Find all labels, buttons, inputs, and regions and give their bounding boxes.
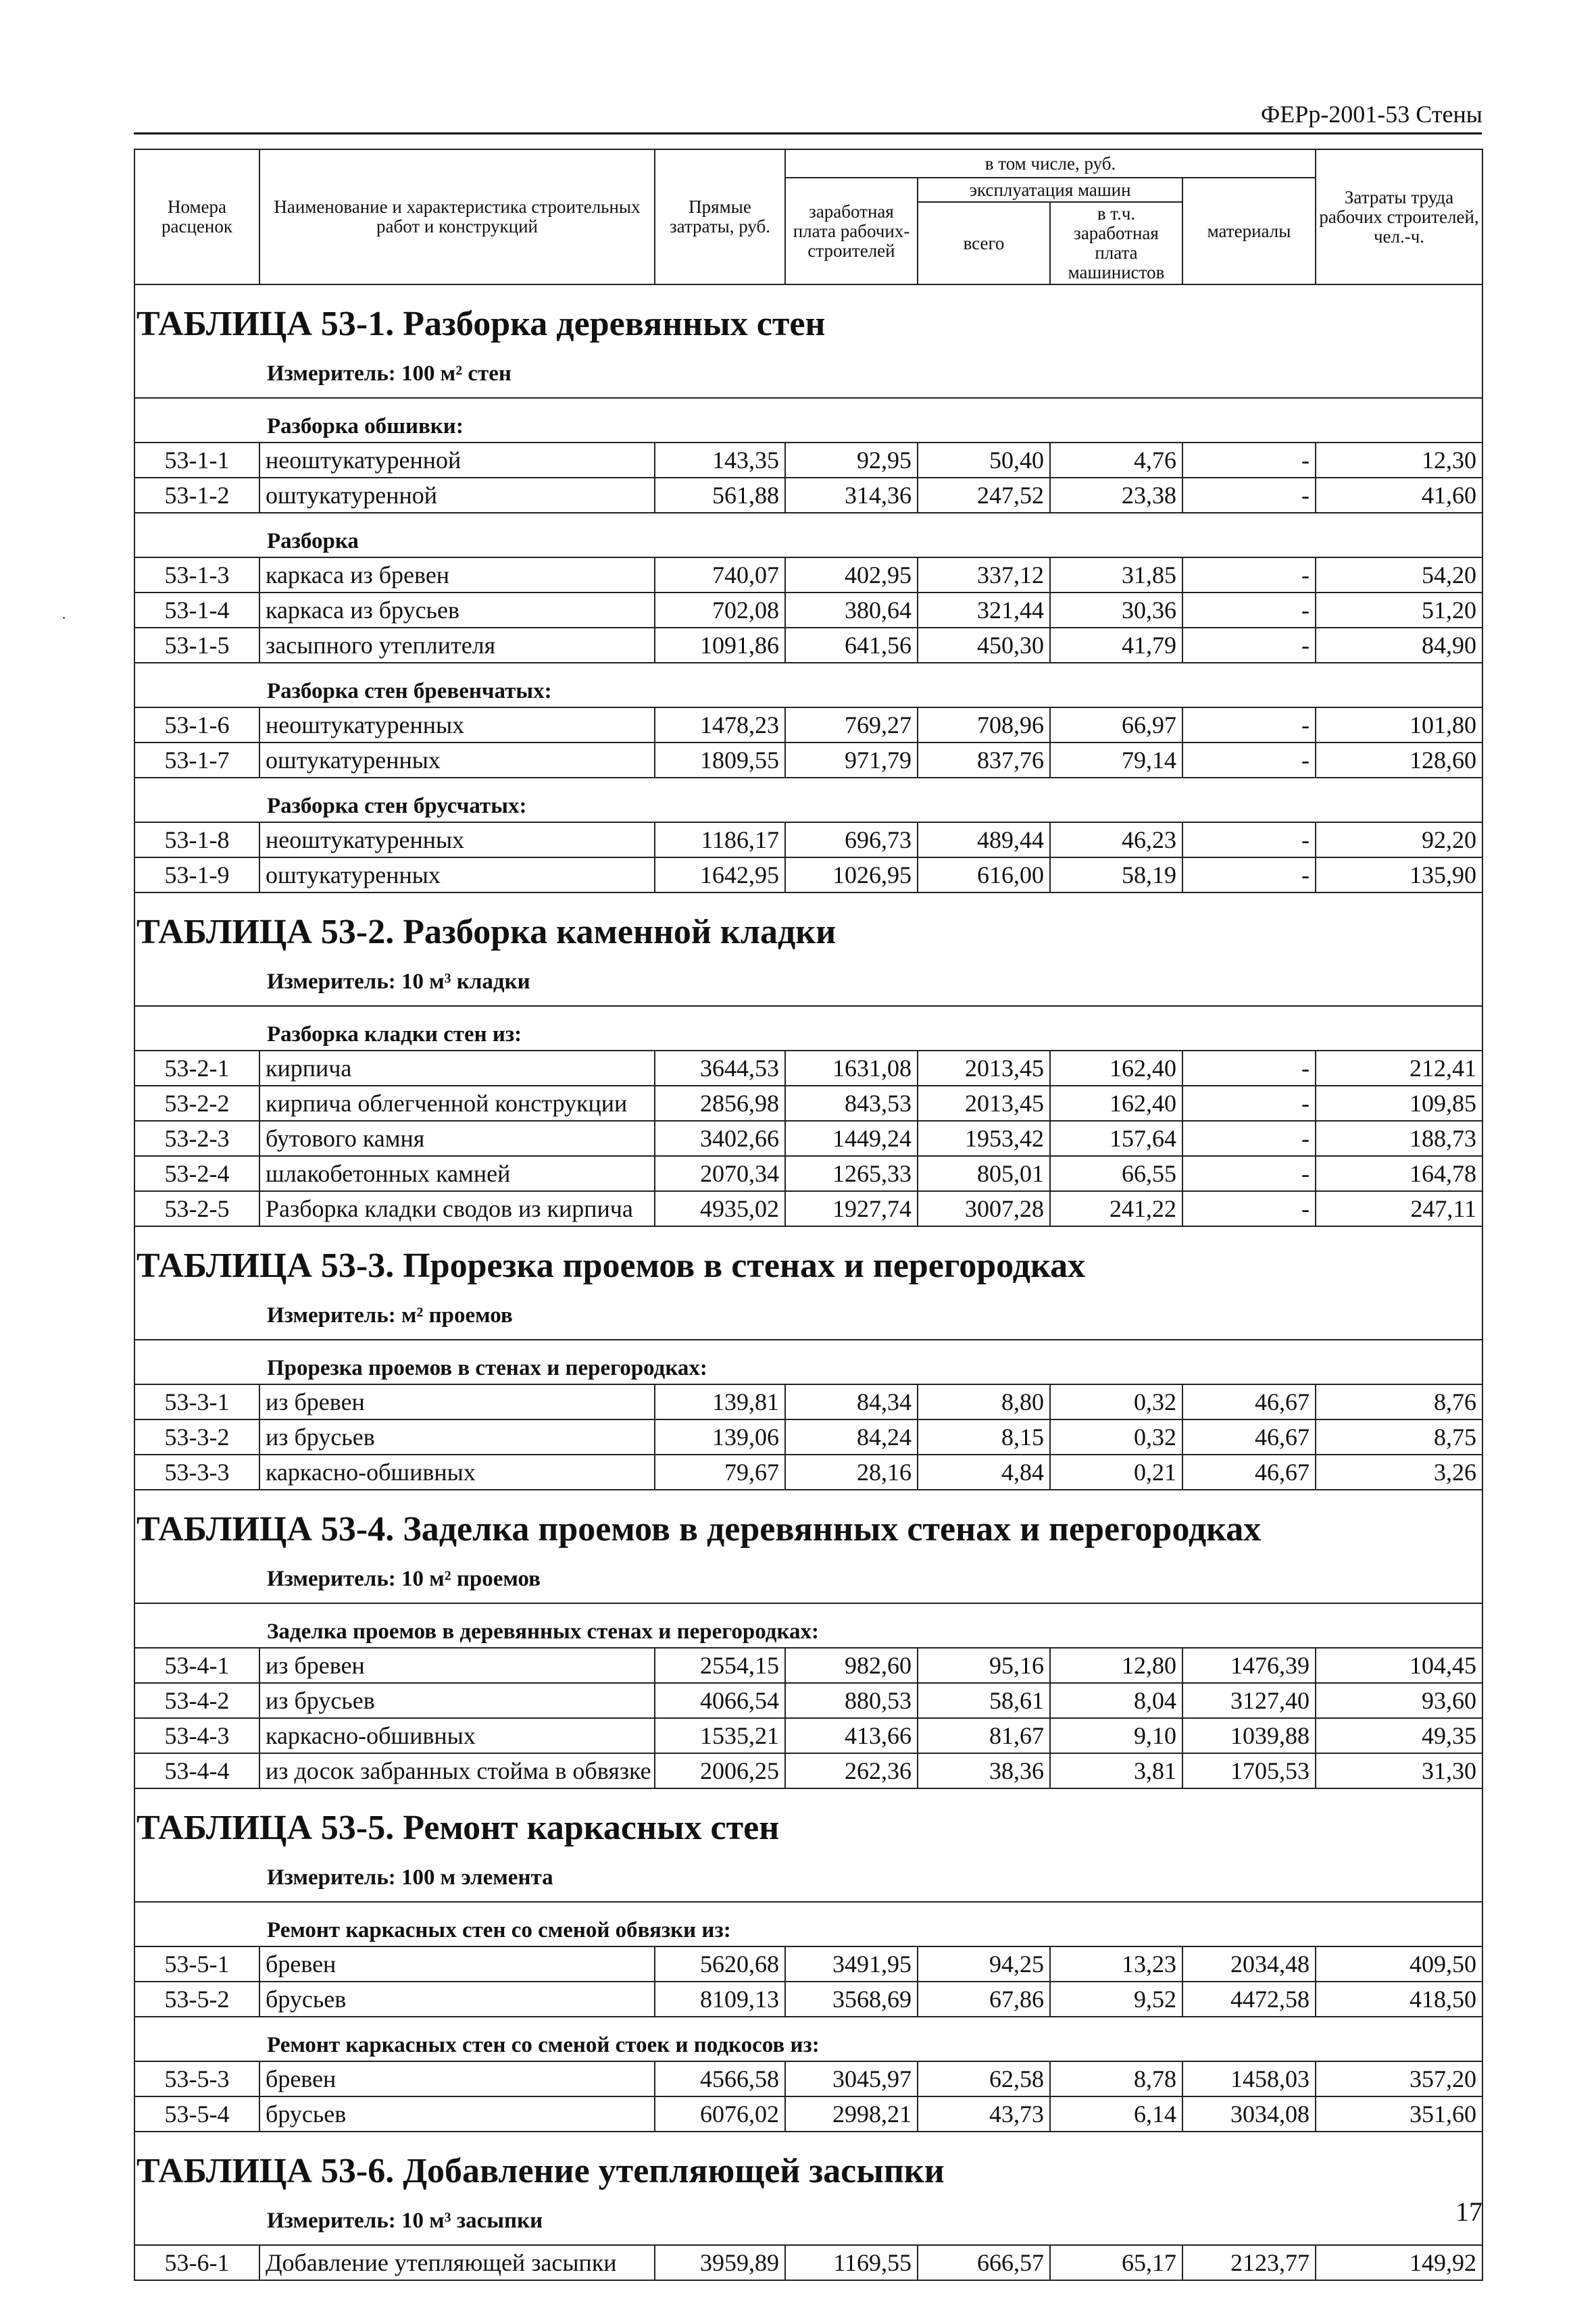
labor-hours: 8,75 <box>1316 1419 1482 1455</box>
rate-code: 53-2-2 <box>134 1086 259 1121</box>
measure-unit: Измеритель: 10 м³ засыпки <box>134 2198 1482 2245</box>
labor-hours: 357,20 <box>1316 2061 1482 2096</box>
table-row <box>134 593 1482 628</box>
machines-total: 337,12 <box>918 557 1050 593</box>
machines-total: 4,84 <box>918 1455 1050 1490</box>
machines-total: 708,96 <box>918 707 1050 743</box>
materials: - <box>1182 822 1316 857</box>
col-name: Наименование и характеристика строительных работ и конструкций <box>259 149 655 284</box>
machinist-wages: 0,32 <box>1050 1384 1182 1419</box>
table-row <box>134 743 1482 778</box>
work-name: бутового камня <box>259 1121 655 1156</box>
group-label: Разборка стен бревенчатых: <box>134 663 1482 707</box>
direct-costs: 1186,17 <box>655 822 785 857</box>
direct-costs: 1535,21 <box>655 1718 785 1753</box>
work-name: неоштукатуренной <box>259 443 655 478</box>
group-label: Заделка проемов в деревянных стенах и перегородках: <box>134 1603 1482 1648</box>
materials: 4472,58 <box>1182 1982 1316 2017</box>
machinist-wages: 241,22 <box>1050 1191 1182 1226</box>
direct-costs: 2856,98 <box>655 1086 785 1121</box>
direct-costs: 4935,02 <box>655 1191 785 1226</box>
rate-code: 53-1-6 <box>134 707 259 743</box>
work-name: оштукатуренных <box>259 857 655 892</box>
machines-total: 50,40 <box>918 443 1050 478</box>
direct-costs: 3644,53 <box>655 1051 785 1086</box>
table-row <box>134 1718 1482 1753</box>
table-row <box>134 1648 1482 1683</box>
direct-costs: 1809,55 <box>655 743 785 778</box>
direct-costs: 1642,95 <box>655 857 785 892</box>
work-name: бревен <box>259 2061 655 2096</box>
machines-total: 805,01 <box>918 1156 1050 1191</box>
machinist-wages: 8,78 <box>1050 2061 1182 2096</box>
labor-hours: 93,60 <box>1316 1683 1482 1718</box>
table-row <box>134 1753 1482 1788</box>
wages: 769,27 <box>785 707 918 743</box>
rate-code: 53-5-4 <box>134 2096 259 2132</box>
col-materials: материалы <box>1182 178 1316 284</box>
rate-code: 53-1-3 <box>134 557 259 593</box>
rate-code: 53-5-2 <box>134 1982 259 2017</box>
group-label: Разборка обшивки: <box>134 398 1482 443</box>
work-name: брусьев <box>259 2096 655 2132</box>
measure-unit: Измеритель: м² проемов <box>134 1292 1482 1340</box>
direct-costs: 1478,23 <box>655 707 785 743</box>
machines-total: 95,16 <box>918 1648 1050 1683</box>
work-name: каркаса из бревен <box>259 557 655 593</box>
work-name: засыпного утеплителя <box>259 628 655 663</box>
rate-code: 53-5-3 <box>134 2061 259 2096</box>
labor-hours: 104,45 <box>1316 1648 1482 1683</box>
materials: 1705,53 <box>1182 1753 1316 1788</box>
materials: - <box>1182 1191 1316 1226</box>
group-label: Разборка кладки стен из: <box>134 1006 1482 1051</box>
rate-code: 53-4-1 <box>134 1648 259 1683</box>
rate-code: 53-1-4 <box>134 593 259 628</box>
measure-unit: Измеритель: 10 м² проемов <box>134 1556 1482 1603</box>
wages: 2998,21 <box>785 2096 918 2132</box>
materials: - <box>1182 628 1316 663</box>
work-name: Добавление утепляющей засыпки <box>259 2245 655 2280</box>
direct-costs: 139,06 <box>655 1419 785 1455</box>
labor-hours: 212,41 <box>1316 1051 1482 1086</box>
labor-hours: 54,20 <box>1316 557 1482 593</box>
machines-total: 94,25 <box>918 1946 1050 1982</box>
machines-total: 321,44 <box>918 593 1050 628</box>
table-row <box>134 822 1482 857</box>
direct-costs: 2070,34 <box>655 1156 785 1191</box>
work-name: из брусьев <box>259 1419 655 1455</box>
wages: 380,64 <box>785 593 918 628</box>
labor-hours: 12,30 <box>1316 443 1482 478</box>
table-title: ТАБЛИЦА 53-6. Добавление утепляющей засыпки <box>134 2132 1482 2198</box>
rate-code: 53-3-1 <box>134 1384 259 1419</box>
rate-code: 53-2-3 <box>134 1121 259 1156</box>
materials: 1458,03 <box>1182 2061 1316 2096</box>
work-name: кирпича <box>259 1051 655 1086</box>
rate-code: 53-4-2 <box>134 1683 259 1718</box>
direct-costs: 5620,68 <box>655 1946 785 1982</box>
wages: 696,73 <box>785 822 918 857</box>
table-title: ТАБЛИЦА 53-4. Заделка проемов в деревянных стенах и перегородках <box>134 1490 1482 1556</box>
labor-hours: 92,20 <box>1316 822 1482 857</box>
table-row <box>134 1121 1482 1156</box>
direct-costs: 740,07 <box>655 557 785 593</box>
table-row <box>134 2096 1482 2132</box>
rate-code: 53-1-2 <box>134 478 259 513</box>
col-direct: Прямые затраты, руб. <box>655 149 785 284</box>
wages: 3045,97 <box>785 2061 918 2096</box>
table-head <box>134 149 1482 284</box>
table-body <box>134 284 1482 2280</box>
table-row <box>134 1156 1482 1191</box>
direct-costs: 79,67 <box>655 1455 785 1490</box>
machinist-wages: 12,80 <box>1050 1648 1182 1683</box>
direct-costs: 1091,86 <box>655 628 785 663</box>
measure-unit: Измеритель: 10 м³ кладки <box>134 959 1482 1006</box>
materials: 46,67 <box>1182 1384 1316 1419</box>
table-row <box>134 443 1482 478</box>
table-row <box>134 1086 1482 1121</box>
machines-total: 8,80 <box>918 1384 1050 1419</box>
work-name: кирпича облегченной конструкции <box>259 1086 655 1121</box>
col-machines: эксплуатация машин <box>918 178 1182 202</box>
machines-total: 837,76 <box>918 743 1050 778</box>
machinist-wages: 0,21 <box>1050 1455 1182 1490</box>
table-title: ТАБЛИЦА 53-5. Ремонт каркасных стен <box>134 1788 1482 1855</box>
machines-total: 8,15 <box>918 1419 1050 1455</box>
labor-hours: 109,85 <box>1316 1086 1482 1121</box>
machines-total: 62,58 <box>918 2061 1050 2096</box>
materials: - <box>1182 443 1316 478</box>
materials: - <box>1182 707 1316 743</box>
col-labor: Затраты труда рабочих строителей, чел.-ч. <box>1316 149 1482 284</box>
work-name: оштукатуренной <box>259 478 655 513</box>
labor-hours: 135,90 <box>1316 857 1482 892</box>
wages: 1026,95 <box>785 857 918 892</box>
machines-total: 81,67 <box>918 1718 1050 1753</box>
machinist-wages: 30,36 <box>1050 593 1182 628</box>
materials: 46,67 <box>1182 1419 1316 1455</box>
col-wages: заработная плата рабочих-строителей <box>785 178 918 284</box>
col-mach-wages: в т.ч. заработная плата машинистов <box>1050 202 1182 284</box>
work-name: неоштукатуренных <box>259 822 655 857</box>
table-row <box>134 1946 1482 1982</box>
rate-code: 53-4-3 <box>134 1718 259 1753</box>
materials: 1039,88 <box>1182 1718 1316 1753</box>
work-name: из досок забранных стойма в обвязке <box>259 1753 655 1788</box>
direct-costs: 139,81 <box>655 1384 785 1419</box>
work-name: из бревен <box>259 1384 655 1419</box>
rate-code: 53-1-5 <box>134 628 259 663</box>
rate-code: 53-1-1 <box>134 443 259 478</box>
header-rule <box>134 132 1482 134</box>
table-row <box>134 1982 1482 2017</box>
wages: 402,95 <box>785 557 918 593</box>
labor-hours: 164,78 <box>1316 1156 1482 1191</box>
machinist-wages: 66,97 <box>1050 707 1182 743</box>
table-row <box>134 1683 1482 1718</box>
machines-total: 58,61 <box>918 1683 1050 1718</box>
labor-hours: 351,60 <box>1316 2096 1482 2132</box>
wages: 1631,08 <box>785 1051 918 1086</box>
rate-code: 53-6-1 <box>134 2245 259 2280</box>
work-name: неоштукатуренных <box>259 707 655 743</box>
table-title: ТАБЛИЦА 53-2. Разборка каменной кладки <box>134 892 1482 959</box>
machinist-wages: 0,32 <box>1050 1419 1182 1455</box>
page-number: 17 <box>1455 2196 1482 2227</box>
wages: 28,16 <box>785 1455 918 1490</box>
table-title: ТАБЛИЦА 53-3. Прорезка проемов в стенах и перегородках <box>134 1226 1482 1292</box>
wages: 84,34 <box>785 1384 918 1419</box>
wages: 3491,95 <box>785 1946 918 1982</box>
labor-hours: 247,11 <box>1316 1191 1482 1226</box>
table-row <box>134 2061 1482 2096</box>
measure-unit: Измеритель: 100 м элемента <box>134 1855 1482 1902</box>
wages: 1265,33 <box>785 1156 918 1191</box>
machines-total: 38,36 <box>918 1753 1050 1788</box>
work-name: каркаса из брусьев <box>259 593 655 628</box>
group-label: Прорезка проемов в стенах и перегородках: <box>134 1340 1482 1384</box>
materials: - <box>1182 1121 1316 1156</box>
table-row <box>134 857 1482 892</box>
direct-costs: 3402,66 <box>655 1121 785 1156</box>
machines-total: 666,57 <box>918 2245 1050 2280</box>
direct-costs: 702,08 <box>655 593 785 628</box>
materials: 2034,48 <box>1182 1946 1316 1982</box>
work-name: из бревен <box>259 1648 655 1683</box>
labor-hours: 409,50 <box>1316 1946 1482 1982</box>
labor-hours: 51,20 <box>1316 593 1482 628</box>
direct-costs: 8109,13 <box>655 1982 785 2017</box>
wages: 982,60 <box>785 1648 918 1683</box>
machinist-wages: 3,81 <box>1050 1753 1182 1788</box>
rate-code: 53-2-5 <box>134 1191 259 1226</box>
table-title: ТАБЛИЦА 53-1. Разборка деревянных стен <box>134 284 1482 351</box>
labor-hours: 49,35 <box>1316 1718 1482 1753</box>
materials: - <box>1182 857 1316 892</box>
table-row <box>134 1051 1482 1086</box>
labor-hours: 31,30 <box>1316 1753 1482 1788</box>
page-header: ФЕРр-2001-53 Стены <box>1260 101 1482 128</box>
direct-costs: 6076,02 <box>655 2096 785 2132</box>
table-row <box>134 1384 1482 1419</box>
group-label: Ремонт каркасных стен со сменой стоек и подкосов из: <box>134 2017 1482 2061</box>
machines-total: 2013,45 <box>918 1051 1050 1086</box>
direct-costs: 143,35 <box>655 443 785 478</box>
machinist-wages: 9,52 <box>1050 1982 1182 2017</box>
direct-costs: 2006,25 <box>655 1753 785 1788</box>
work-name: бревен <box>259 1946 655 1982</box>
machinist-wages: 65,17 <box>1050 2245 1182 2280</box>
machinist-wages: 79,14 <box>1050 743 1182 778</box>
wages: 843,53 <box>785 1086 918 1121</box>
machines-total: 450,30 <box>918 628 1050 663</box>
machines-total: 1953,42 <box>918 1121 1050 1156</box>
labor-hours: 8,76 <box>1316 1384 1482 1419</box>
table-row <box>134 2245 1482 2280</box>
work-name: брусьев <box>259 1982 655 2017</box>
work-name: каркасно-обшивных <box>259 1718 655 1753</box>
materials: - <box>1182 478 1316 513</box>
labor-hours: 41,60 <box>1316 478 1482 513</box>
work-name: оштукатуренных <box>259 743 655 778</box>
table-row <box>134 1191 1482 1226</box>
wages: 3568,69 <box>785 1982 918 2017</box>
labor-hours: 84,90 <box>1316 628 1482 663</box>
materials: - <box>1182 593 1316 628</box>
machinist-wages: 46,23 <box>1050 822 1182 857</box>
machinist-wages: 13,23 <box>1050 1946 1182 1982</box>
machinist-wages: 66,55 <box>1050 1156 1182 1191</box>
machinist-wages: 8,04 <box>1050 1683 1182 1718</box>
machinist-wages: 4,76 <box>1050 443 1182 478</box>
direct-costs: 4066,54 <box>655 1683 785 1718</box>
direct-costs: 4566,58 <box>655 2061 785 2096</box>
machines-total: 616,00 <box>918 857 1050 892</box>
rate-code: 53-5-1 <box>134 1946 259 1982</box>
table-row <box>134 1455 1482 1490</box>
machinist-wages: 6,14 <box>1050 2096 1182 2132</box>
machinist-wages: 41,79 <box>1050 628 1182 663</box>
group-label: Разборка стен брусчатых: <box>134 778 1482 822</box>
materials: - <box>1182 557 1316 593</box>
table-row <box>134 478 1482 513</box>
col-incl: в том числе, руб. <box>785 149 1316 178</box>
work-name: Разборка кладки сводов из кирпича <box>259 1191 655 1226</box>
machinist-wages: 162,40 <box>1050 1086 1182 1121</box>
machinist-wages: 58,19 <box>1050 857 1182 892</box>
measure-unit: Измеритель: 100 м² стен <box>134 351 1482 398</box>
wages: 971,79 <box>785 743 918 778</box>
wages: 1169,55 <box>785 2245 918 2280</box>
labor-hours: 188,73 <box>1316 1121 1482 1156</box>
machinist-wages: 9,10 <box>1050 1718 1182 1753</box>
rate-code: 53-1-9 <box>134 857 259 892</box>
materials: 3034,08 <box>1182 2096 1316 2132</box>
col-code: Номера расценок <box>134 149 259 284</box>
labor-hours: 128,60 <box>1316 743 1482 778</box>
materials: - <box>1182 1156 1316 1191</box>
machines-total: 43,73 <box>918 2096 1050 2132</box>
wages: 413,66 <box>785 1718 918 1753</box>
work-name: шлакобетонных камней <box>259 1156 655 1191</box>
machinist-wages: 157,64 <box>1050 1121 1182 1156</box>
table-row <box>134 1419 1482 1455</box>
labor-hours: 418,50 <box>1316 1982 1482 2017</box>
group-label: Разборка <box>134 513 1482 557</box>
scan-speck <box>63 617 65 619</box>
machines-total: 3007,28 <box>918 1191 1050 1226</box>
materials: 1476,39 <box>1182 1648 1316 1683</box>
rates-table <box>134 149 1483 2281</box>
col-mach-total: всего <box>918 202 1050 284</box>
materials: - <box>1182 1051 1316 1086</box>
work-name: из брусьев <box>259 1683 655 1718</box>
wages: 314,36 <box>785 478 918 513</box>
table-row <box>134 557 1482 593</box>
wages: 641,56 <box>785 628 918 663</box>
rate-code: 53-4-4 <box>134 1753 259 1788</box>
wages: 1927,74 <box>785 1191 918 1226</box>
rate-code: 53-2-4 <box>134 1156 259 1191</box>
materials: - <box>1182 743 1316 778</box>
materials: 3127,40 <box>1182 1683 1316 1718</box>
direct-costs: 2554,15 <box>655 1648 785 1683</box>
machines-total: 489,44 <box>918 822 1050 857</box>
work-name: каркасно-обшивных <box>259 1455 655 1490</box>
rate-code: 53-2-1 <box>134 1051 259 1086</box>
machines-total: 247,52 <box>918 478 1050 513</box>
wages: 92,95 <box>785 443 918 478</box>
labor-hours: 101,80 <box>1316 707 1482 743</box>
rate-code: 53-3-2 <box>134 1419 259 1455</box>
rate-code: 53-3-3 <box>134 1455 259 1490</box>
direct-costs: 561,88 <box>655 478 785 513</box>
group-label: Ремонт каркасных стен со сменой обвязки из: <box>134 1902 1482 1946</box>
machinist-wages: 162,40 <box>1050 1051 1182 1086</box>
labor-hours: 149,92 <box>1316 2245 1482 2280</box>
materials: 2123,77 <box>1182 2245 1316 2280</box>
materials: 46,67 <box>1182 1455 1316 1490</box>
machines-total: 2013,45 <box>918 1086 1050 1121</box>
table-row <box>134 707 1482 743</box>
labor-hours: 3,26 <box>1316 1455 1482 1490</box>
rate-code: 53-1-8 <box>134 822 259 857</box>
wages: 84,24 <box>785 1419 918 1455</box>
rate-code: 53-1-7 <box>134 743 259 778</box>
table-row <box>134 628 1482 663</box>
direct-costs: 3959,89 <box>655 2245 785 2280</box>
machines-total: 67,86 <box>918 1982 1050 2017</box>
machinist-wages: 31,85 <box>1050 557 1182 593</box>
wages: 1449,24 <box>785 1121 918 1156</box>
wages: 880,53 <box>785 1683 918 1718</box>
machinist-wages: 23,38 <box>1050 478 1182 513</box>
wages: 262,36 <box>785 1753 918 1788</box>
materials: - <box>1182 1086 1316 1121</box>
